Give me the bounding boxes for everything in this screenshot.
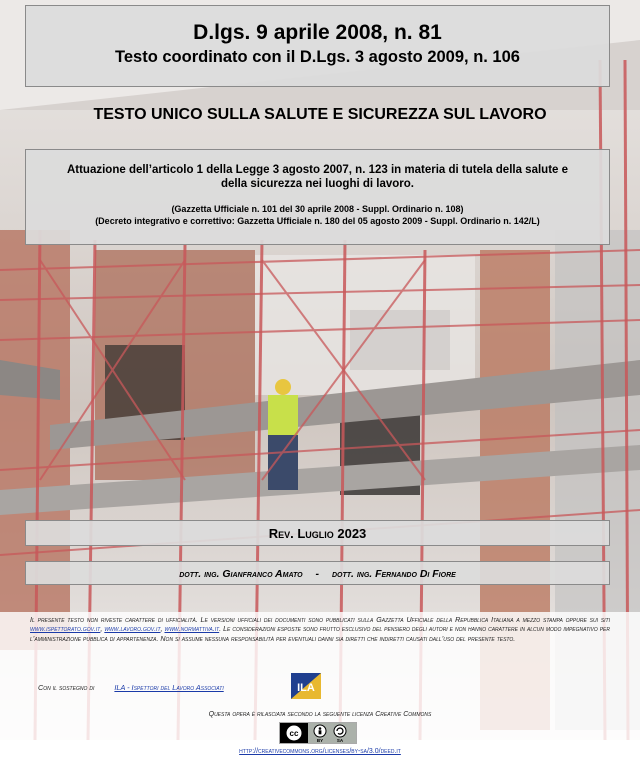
authors-box bbox=[25, 561, 610, 585]
link-normattiva[interactable]: www.normattiva.it bbox=[164, 625, 220, 634]
disclaimer-sep-2: , bbox=[160, 625, 165, 634]
title-box bbox=[25, 5, 610, 87]
ila-link[interactable]: ILA - Ispettori del Lavoro Associati bbox=[114, 683, 224, 692]
cc-icon: cc bbox=[289, 729, 299, 738]
license-url-link[interactable]: http://creativecommons.org/licenses/by-sa/3.0/deed.it bbox=[239, 748, 401, 755]
support-label: Con il sostegno di bbox=[38, 683, 95, 692]
license-text: Questa opera è rilasciata secondo la seguente licenza Creative Commons bbox=[208, 711, 432, 718]
svg-text:SA: SA bbox=[336, 738, 344, 743]
svg-text:BY: BY bbox=[316, 738, 324, 743]
disclaimer-part-1: Il presente testo non riveste carattere di ufficialità. Le versioni ufficiali dei documenti sono pubblicati sulla Gazzetta Ufficiale della Repubblica Italiana a mezzo stampa oppure sui siti bbox=[30, 616, 610, 624]
document-subtitle-coordinated: Testo coordinato con il D.Lgs. 3 agosto 2009, n. 106 bbox=[115, 48, 520, 66]
gazzetta-reference-1: (Gazzetta Ufficiale n. 101 del 30 aprile 2008 - Suppl. Ordinario n. 108) bbox=[171, 204, 464, 214]
document-title: D.lgs. 9 aprile 2008, n. 81 bbox=[193, 21, 442, 44]
author-separator: - bbox=[315, 568, 320, 580]
disclaimer-part-2: . Le considerazioni esposte sono frutto esclusivo del pensiero degli autori e non hanno carattere in alcun modo impegnativo per l’amministrazione pubblica di appartenenza. Non si assume nessuna responsabilità per eventuali danni sia diretti che indiretti causati dall’uso del presente testo. bbox=[30, 625, 610, 643]
disclaimer-text bbox=[30, 616, 610, 644]
creative-commons-badge[interactable] bbox=[279, 722, 357, 744]
link-lavoro[interactable]: www.lavoro.gov.it bbox=[104, 625, 161, 634]
description-box bbox=[25, 149, 610, 245]
revision-box bbox=[25, 520, 610, 546]
author-1: dott. ing. Gianfranco Amato bbox=[179, 568, 303, 580]
testo-unico-heading: TESTO UNICO SULLA SALUTE E SICUREZZA SUL LAVORO bbox=[93, 106, 547, 123]
disclaimer-sep-1: , bbox=[100, 625, 105, 634]
ila-logo bbox=[291, 673, 321, 699]
by-person-icon bbox=[319, 727, 322, 730]
gazzetta-reference-2: (Decreto integrativo e correttivo: Gazzetta Ufficiale n. 180 del 05 agosto 2009 - Suppl. Ordinario n. 142/L) bbox=[95, 216, 540, 226]
revision-label: Rev. Luglio 2023 bbox=[268, 526, 367, 541]
ila-logo-text: ILA bbox=[297, 682, 315, 694]
support-line bbox=[38, 683, 224, 692]
link-ispettorato[interactable]: www.ispettorato.gov.it bbox=[30, 625, 101, 634]
description-main: Attuazione dell’articolo 1 della Legge 3 agosto 2007, n. 123 in materia di tutela della salute e della sicurezza nei luoghi di lavoro. bbox=[66, 164, 569, 190]
author-2: dott. ing. Fernando Di Fiore bbox=[331, 568, 456, 580]
